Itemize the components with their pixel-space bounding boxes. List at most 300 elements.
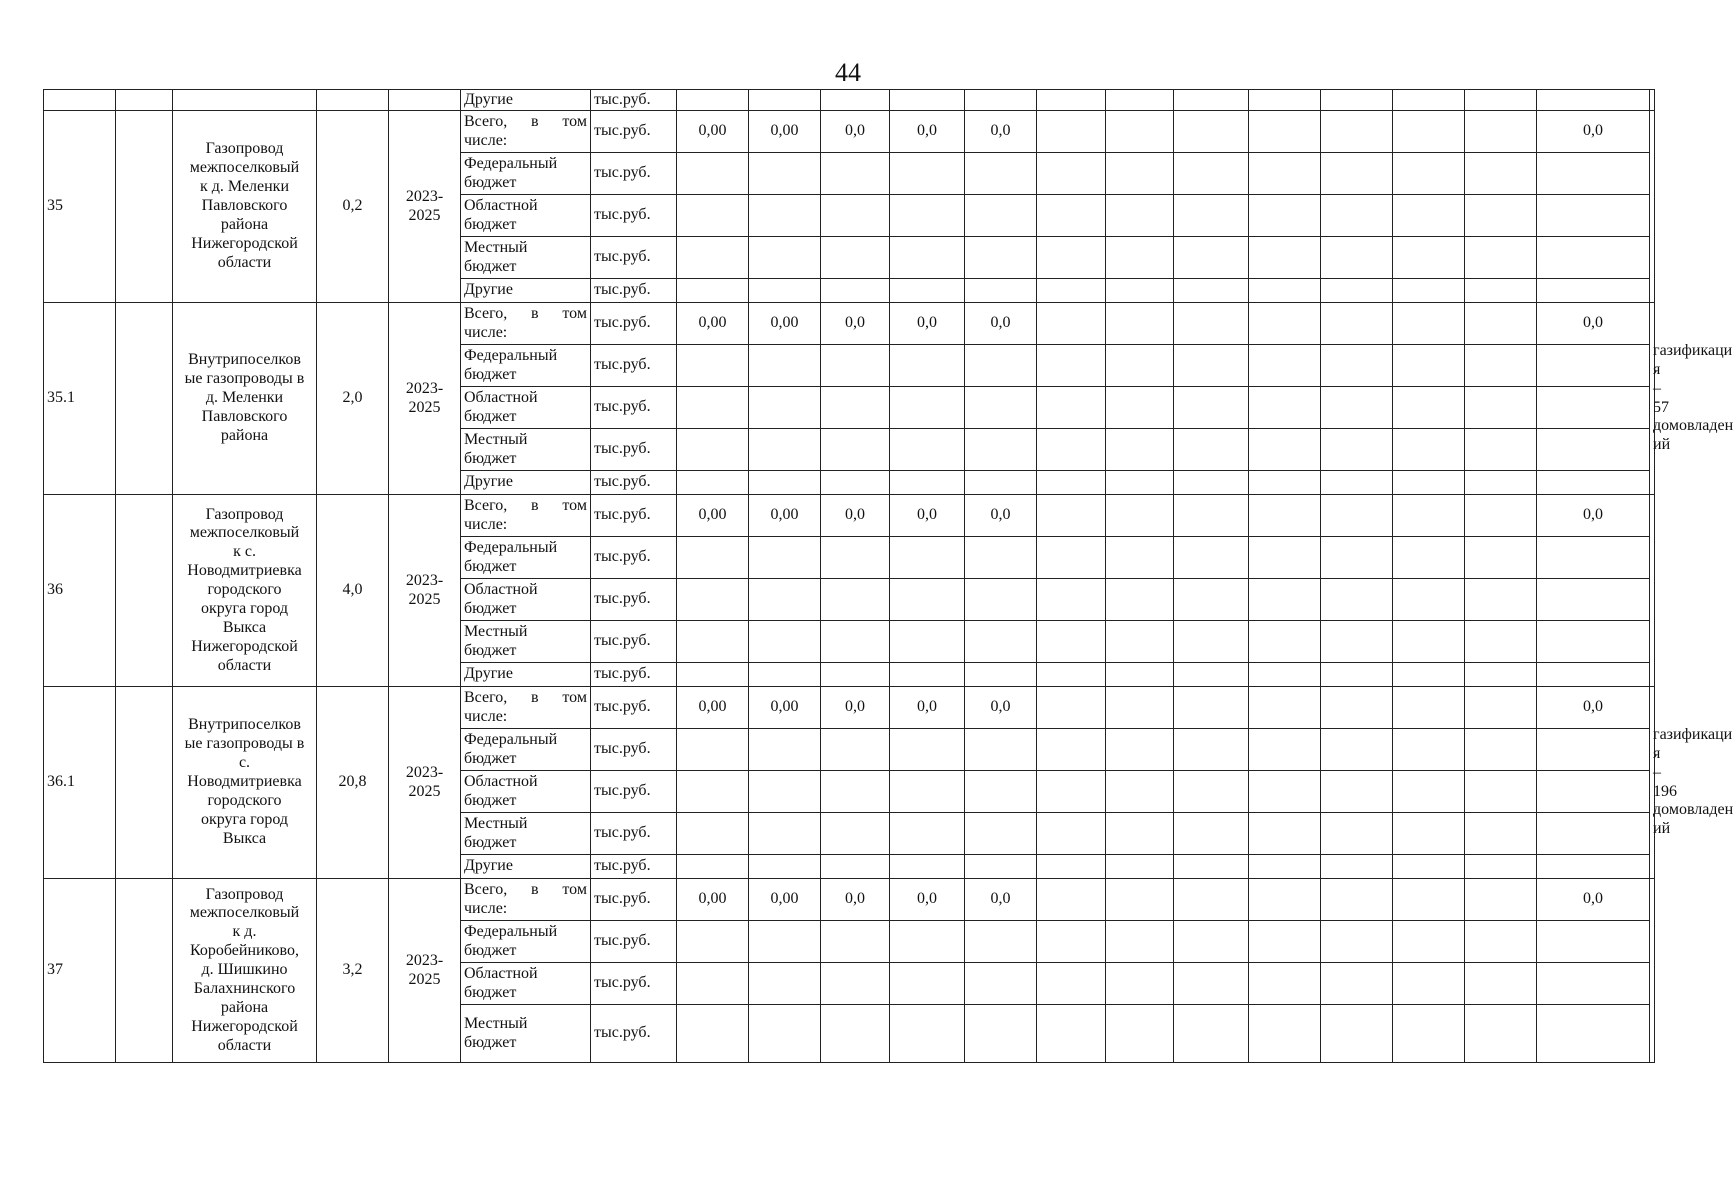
value-cell — [1106, 663, 1174, 687]
unit-cell: тыс.руб. — [591, 729, 677, 771]
value-cell — [1174, 579, 1249, 621]
value-cell — [965, 279, 1037, 303]
value-cell — [1465, 879, 1537, 921]
empty-cell — [116, 879, 173, 1063]
value-cell — [749, 387, 821, 429]
years-line: 2025 — [408, 970, 441, 988]
value-cell — [1174, 813, 1249, 855]
unit-cell: тыс.руб. — [591, 90, 677, 111]
value-cell — [821, 855, 890, 879]
value-cell — [1465, 387, 1537, 429]
value-cell — [1037, 855, 1106, 879]
value-cell — [1106, 111, 1174, 153]
value-cell — [1249, 663, 1321, 687]
value-cell — [1174, 237, 1249, 279]
source-line: Федеральный — [464, 154, 558, 172]
value-cell — [1393, 429, 1465, 471]
value-cell — [1106, 729, 1174, 771]
value-cell — [821, 429, 890, 471]
source-line: Федеральный — [464, 922, 558, 940]
result-line: ий — [1653, 820, 1671, 838]
value-cell — [1174, 90, 1249, 111]
value-cell — [965, 771, 1037, 813]
years-cell — [389, 303, 461, 495]
value-cell — [890, 963, 965, 1005]
value-cell: 0,00 — [749, 495, 821, 537]
value-cell — [1106, 153, 1174, 195]
value-cell — [821, 237, 890, 279]
empty-cell — [116, 90, 173, 111]
value-cell — [1174, 345, 1249, 387]
value-cell — [1106, 303, 1174, 345]
object-name-line: Выкса — [222, 618, 267, 636]
value-cell — [821, 579, 890, 621]
source-cell: Другие — [461, 90, 591, 111]
value-cell — [749, 663, 821, 687]
source-line: бюджет — [464, 641, 517, 659]
empty-cell — [116, 495, 173, 687]
value-cell — [1465, 729, 1537, 771]
value-cell — [1321, 879, 1393, 921]
value-cell — [965, 579, 1037, 621]
unit-cell: тыс.руб. — [591, 279, 677, 303]
value-cell — [890, 855, 965, 879]
value-cell — [749, 855, 821, 879]
value-cell: 0,00 — [749, 303, 821, 345]
value-cell — [890, 621, 965, 663]
value-cell — [749, 921, 821, 963]
value-cell — [1537, 387, 1650, 429]
value-cell — [1174, 153, 1249, 195]
source-line: бюджет — [464, 1033, 517, 1051]
unit-cell: тыс.руб. — [591, 153, 677, 195]
value-cell — [749, 90, 821, 111]
source-line: бюджет — [464, 407, 517, 425]
object-name-line: с. — [238, 754, 251, 772]
value-cell — [1321, 855, 1393, 879]
value-cell — [1249, 579, 1321, 621]
value-cell — [1106, 345, 1174, 387]
value-cell — [1249, 879, 1321, 921]
source-cell — [461, 537, 591, 579]
value-cell — [1106, 1005, 1174, 1063]
value-cell — [1465, 963, 1537, 1005]
source-line: бюджет — [464, 941, 517, 959]
value-cell — [1106, 90, 1174, 111]
value-cell — [1393, 495, 1465, 537]
entry-number: 35 — [44, 111, 116, 303]
object-name-line: ые газопроводы в — [184, 370, 305, 388]
value-cell — [1393, 879, 1465, 921]
value-cell — [1393, 111, 1465, 153]
value-cell — [821, 387, 890, 429]
source-line: Всего, в том — [464, 496, 587, 514]
value-cell — [821, 963, 890, 1005]
object-name-line: д. Шишкино — [201, 961, 288, 979]
source-line: числе: — [464, 899, 508, 917]
years-cell — [389, 111, 461, 303]
years-line: 2025 — [408, 206, 441, 224]
value-cell — [1393, 771, 1465, 813]
object-name-line: округа город — [200, 810, 289, 828]
object-name-line: к с. — [233, 543, 256, 561]
value-cell: 0,0 — [890, 687, 965, 729]
value-cell — [1393, 195, 1465, 237]
value-cell — [677, 621, 749, 663]
value-cell — [1249, 495, 1321, 537]
source-line: бюджет — [464, 173, 517, 191]
value-cell — [1393, 663, 1465, 687]
value-cell — [1037, 195, 1106, 237]
object-name — [173, 687, 317, 879]
object-name — [173, 303, 317, 495]
value-cell — [890, 729, 965, 771]
unit-cell: тыс.руб. — [591, 495, 677, 537]
value-cell — [1037, 621, 1106, 663]
source-cell — [461, 729, 591, 771]
value-cell — [1537, 921, 1650, 963]
object-name-line: межпоселковый — [189, 159, 300, 177]
unit-cell: тыс.руб. — [591, 687, 677, 729]
source-line: Областной — [464, 772, 538, 790]
value-cell — [1249, 813, 1321, 855]
value-cell — [965, 90, 1037, 111]
entry-number: 36.1 — [44, 687, 116, 879]
page-number: 44 — [835, 58, 861, 87]
value-cell — [1037, 663, 1106, 687]
value-cell — [1465, 195, 1537, 237]
object-name-line: Новодмитриевка — [187, 773, 302, 791]
value-cell — [1037, 579, 1106, 621]
value-cell — [1465, 495, 1537, 537]
value-cell — [1106, 429, 1174, 471]
unit-cell: тыс.руб. — [591, 387, 677, 429]
value-cell — [1249, 237, 1321, 279]
value-cell — [1037, 90, 1106, 111]
value-cell: 0,0 — [965, 879, 1037, 921]
value-cell — [1393, 1005, 1465, 1063]
object-name-line: межпоселковый — [189, 904, 300, 922]
value-cell — [1249, 471, 1321, 495]
result-line: ий — [1653, 436, 1671, 454]
result-cell — [1650, 90, 1655, 111]
value-cell: 0,0 — [1537, 495, 1650, 537]
years-cell — [389, 879, 461, 1063]
source-cell — [461, 579, 591, 621]
table-row — [44, 687, 1655, 729]
empty-cell — [116, 687, 173, 879]
value-cell — [1249, 771, 1321, 813]
value-cell — [890, 90, 965, 111]
source-line: Местный — [464, 1014, 528, 1032]
value-cell — [1393, 729, 1465, 771]
unit-cell: тыс.руб. — [591, 921, 677, 963]
source-line: бюджет — [464, 791, 517, 809]
value-cell — [1106, 921, 1174, 963]
source-cell — [461, 195, 591, 237]
value-cell — [1537, 153, 1650, 195]
value-cell — [1321, 621, 1393, 663]
value-cell — [1249, 90, 1321, 111]
source-line: числе: — [464, 707, 508, 725]
unit-cell: тыс.руб. — [591, 963, 677, 1005]
value-cell: 0,00 — [749, 687, 821, 729]
value-cell — [1174, 921, 1249, 963]
years-line: 2025 — [408, 782, 441, 800]
value-cell — [1106, 855, 1174, 879]
value-cell — [1465, 471, 1537, 495]
source-line: Местный — [464, 622, 528, 640]
value-cell — [1465, 153, 1537, 195]
value-cell — [890, 429, 965, 471]
value-cell: 0,0 — [1537, 303, 1650, 345]
value-cell — [1174, 195, 1249, 237]
source-line: Местный — [464, 814, 528, 832]
value-cell — [1037, 153, 1106, 195]
unit-cell: тыс.руб. — [591, 579, 677, 621]
empty-cell — [116, 111, 173, 303]
years-cell — [389, 687, 461, 879]
unit-cell: тыс.руб. — [591, 855, 677, 879]
value-cell — [965, 429, 1037, 471]
value-cell — [1537, 195, 1650, 237]
length-cell: 20,8 — [317, 687, 389, 879]
value-cell — [677, 579, 749, 621]
value-cell — [1174, 621, 1249, 663]
object-name-line: Нижегородской — [191, 1017, 298, 1035]
years-line: 2023- — [405, 379, 444, 397]
value-cell — [1106, 279, 1174, 303]
source-cell — [461, 621, 591, 663]
value-cell — [1465, 1005, 1537, 1063]
value-cell — [890, 195, 965, 237]
value-cell — [749, 537, 821, 579]
value-cell: 0,00 — [677, 687, 749, 729]
value-cell — [965, 855, 1037, 879]
value-cell — [749, 813, 821, 855]
entry-number: 36 — [44, 495, 116, 687]
object-name-line: Газопровод — [205, 140, 284, 158]
value-cell — [1465, 921, 1537, 963]
value-cell — [821, 195, 890, 237]
source-line: бюджет — [464, 599, 517, 617]
value-cell — [1321, 687, 1393, 729]
value-cell — [1321, 921, 1393, 963]
unit-cell: тыс.руб. — [591, 879, 677, 921]
value-cell — [1174, 387, 1249, 429]
source-cell — [461, 963, 591, 1005]
value-cell — [1174, 303, 1249, 345]
value-cell — [1537, 279, 1650, 303]
value-cell — [821, 729, 890, 771]
value-cell — [890, 345, 965, 387]
value-cell — [1393, 90, 1465, 111]
object-name-line: межпоселковый — [189, 524, 300, 542]
value-cell — [1537, 579, 1650, 621]
source-line: Федеральный — [464, 730, 558, 748]
value-cell — [1106, 687, 1174, 729]
value-cell — [1249, 303, 1321, 345]
value-cell — [965, 1005, 1037, 1063]
value-cell — [1037, 237, 1106, 279]
value-cell — [749, 771, 821, 813]
value-cell: 0,00 — [677, 495, 749, 537]
empty-cell — [317, 90, 389, 111]
years-line: 2025 — [408, 590, 441, 608]
unit-cell: тыс.руб. — [591, 813, 677, 855]
value-cell — [677, 471, 749, 495]
value-cell — [821, 345, 890, 387]
value-cell — [1037, 111, 1106, 153]
value-cell — [1393, 813, 1465, 855]
value-cell: 0,00 — [749, 111, 821, 153]
value-cell — [1037, 429, 1106, 471]
value-cell — [749, 963, 821, 1005]
value-cell — [1249, 1005, 1321, 1063]
value-cell: 0,00 — [677, 111, 749, 153]
value-cell — [1174, 537, 1249, 579]
value-cell — [677, 429, 749, 471]
value-cell — [677, 237, 749, 279]
unit-cell: тыс.руб. — [591, 621, 677, 663]
source-line: Областной — [464, 964, 538, 982]
result-line: домовладен — [1653, 801, 1733, 819]
object-name-line: Нижегородской — [191, 234, 298, 252]
value-cell — [1465, 537, 1537, 579]
source-cell — [461, 429, 591, 471]
value-cell: 0,0 — [821, 495, 890, 537]
value-cell — [821, 813, 890, 855]
value-cell — [1106, 879, 1174, 921]
value-cell — [1321, 1005, 1393, 1063]
value-cell — [677, 729, 749, 771]
value-cell: 0,0 — [821, 687, 890, 729]
value-cell — [1106, 495, 1174, 537]
value-cell — [965, 621, 1037, 663]
value-cell — [1037, 813, 1106, 855]
object-name-line: Павловского — [201, 407, 288, 425]
value-cell — [1174, 963, 1249, 1005]
source-line: Всего, в том — [464, 112, 587, 130]
value-cell — [1174, 1005, 1249, 1063]
value-cell — [1174, 687, 1249, 729]
value-cell — [1037, 921, 1106, 963]
value-cell — [677, 663, 749, 687]
unit-cell: тыс.руб. — [591, 111, 677, 153]
value-cell: 0,0 — [890, 303, 965, 345]
value-cell — [1174, 771, 1249, 813]
source-line: бюджет — [464, 365, 517, 383]
value-cell — [1174, 495, 1249, 537]
table-row — [44, 303, 1655, 345]
object-name-line: района — [220, 998, 269, 1016]
value-cell — [1465, 90, 1537, 111]
source-cell — [461, 771, 591, 813]
value-cell — [749, 195, 821, 237]
value-cell — [890, 813, 965, 855]
value-cell — [821, 621, 890, 663]
value-cell — [1106, 387, 1174, 429]
value-cell — [1321, 195, 1393, 237]
value-cell — [1465, 663, 1537, 687]
table-row — [44, 111, 1655, 153]
value-cell — [1537, 621, 1650, 663]
source-line: Областной — [464, 196, 538, 214]
value-cell — [1106, 537, 1174, 579]
value-cell — [1537, 813, 1650, 855]
value-cell: 0,0 — [965, 111, 1037, 153]
value-cell: 0,0 — [965, 495, 1037, 537]
value-cell — [1106, 771, 1174, 813]
value-cell — [965, 195, 1037, 237]
object-name-line: Выкса — [222, 829, 267, 847]
value-cell — [1393, 537, 1465, 579]
source-cell: Другие — [461, 471, 591, 495]
value-cell — [1174, 879, 1249, 921]
value-cell — [965, 345, 1037, 387]
value-cell — [1037, 879, 1106, 921]
source-line: Всего, в том — [464, 304, 587, 322]
value-cell — [965, 237, 1037, 279]
value-cell — [1174, 729, 1249, 771]
years-line: 2025 — [408, 398, 441, 416]
value-cell — [890, 579, 965, 621]
result-line: я – 57 — [1653, 360, 1669, 416]
object-name-line: района — [220, 215, 269, 233]
value-cell — [749, 237, 821, 279]
value-cell: 0,0 — [821, 303, 890, 345]
value-cell — [1037, 495, 1106, 537]
value-cell — [1037, 729, 1106, 771]
value-cell — [890, 663, 965, 687]
value-cell — [1174, 429, 1249, 471]
value-cell — [1174, 663, 1249, 687]
unit-cell: тыс.руб. — [591, 663, 677, 687]
source-cell — [461, 387, 591, 429]
table-row — [44, 879, 1655, 921]
value-cell — [1249, 345, 1321, 387]
source-line: числе: — [464, 515, 508, 533]
value-cell — [1465, 771, 1537, 813]
object-name-line: д. Меленки — [205, 389, 284, 407]
value-cell — [1465, 687, 1537, 729]
years-line: 2023- — [405, 951, 444, 969]
value-cell — [1321, 279, 1393, 303]
value-cell — [821, 771, 890, 813]
value-cell — [749, 429, 821, 471]
value-cell — [1037, 771, 1106, 813]
length-cell: 2,0 — [317, 303, 389, 495]
value-cell — [965, 663, 1037, 687]
value-cell — [1321, 345, 1393, 387]
unit-cell: тыс.руб. — [591, 471, 677, 495]
value-cell — [1321, 153, 1393, 195]
unit-cell: тыс.руб. — [591, 771, 677, 813]
value-cell — [677, 771, 749, 813]
result-cell — [1650, 303, 1733, 495]
object-name-line: области — [217, 656, 272, 674]
object-name-line: ые газопроводы в — [184, 735, 305, 753]
value-cell — [1393, 579, 1465, 621]
value-cell: 0,0 — [821, 879, 890, 921]
value-cell — [677, 813, 749, 855]
object-name-line: Новодмитриевка — [187, 562, 302, 580]
value-cell — [1393, 237, 1465, 279]
empty-cell — [389, 90, 461, 111]
object-name-line: Газопровод — [205, 885, 284, 903]
value-cell: 0,00 — [749, 879, 821, 921]
source-line: бюджет — [464, 833, 517, 851]
